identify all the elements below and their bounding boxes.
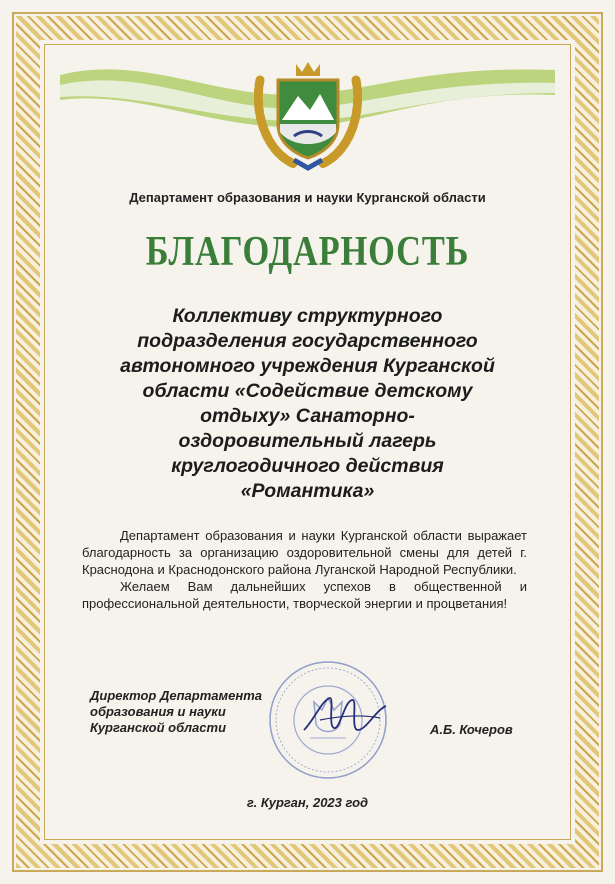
addressee-line: «Романтика» [240, 480, 375, 502]
department-heading: Департамент образования и науки Курганской области [129, 190, 486, 205]
signer-position-line: Курганской области [90, 720, 227, 735]
addressee-block [90, 304, 525, 504]
signer-name: А.Б. Кочеров [430, 722, 513, 737]
addressee-line: круглогодичного действия [171, 455, 444, 477]
signature-mark [300, 690, 390, 740]
addressee-line: области «Содействие детскому [142, 380, 473, 402]
signer-position [90, 688, 262, 736]
place-and-year: г. Курган, 2023 год [246, 795, 369, 810]
addressee-line: отдыху» Санаторно- [200, 405, 415, 427]
coat-of-arms-icon [254, 60, 362, 172]
addressee-line: подразделения государственного [137, 330, 478, 352]
signer-position-line: образования и науки [90, 704, 226, 719]
document-title: БЛАГОДАРНОСТЬ [145, 229, 470, 275]
body-paragraph-wishes: Желаем Вам дальнейших успехов в общественной и профессиональной деятельности, творческой энергии и процветания! [82, 579, 527, 611]
signer-position-line: Директор Департамента [90, 688, 262, 703]
addressee-line: Коллективу структурного [172, 305, 443, 327]
addressee-line: оздоровительный лагерь [178, 430, 437, 452]
body-paragraph-gratitude: Департамент образования и науки Курганской области выражает благодарность за организацию оздоровительной смены для детей г. Краснодона и Краснодонского района Луганской Народной Республики. [82, 528, 527, 577]
body-text [82, 527, 527, 612]
addressee-line: автономного учреждения Курганской [120, 355, 495, 377]
